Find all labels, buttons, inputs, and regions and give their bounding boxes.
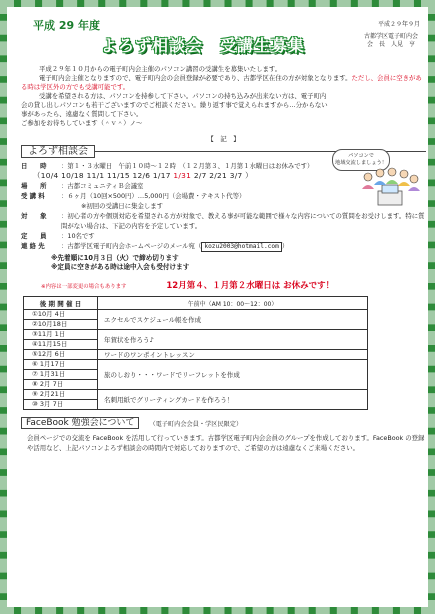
schedule-row: [24, 350, 368, 360]
dates-highlight: 1/31: [173, 171, 192, 180]
schedule-row: [24, 310, 368, 320]
target-value: ：初心者の方や個別対応を希望される方が対象で、教える事が可能な範囲で様々な内容についての質問をお受けします。特に質問がない場合は、下記の内容を予定しています。: [61, 212, 425, 230]
time-label: 日 時: [21, 162, 47, 170]
ki-label: 【 記 】: [207, 135, 240, 143]
capacity-value: ：10名です: [61, 232, 95, 240]
issue-date: 平成２９年９月: [377, 21, 420, 28]
schedule-date: ②10月18日: [24, 320, 98, 330]
organizer: [364, 33, 418, 49]
facebook-body: [21, 433, 426, 453]
mid-join-note: ※定員に空きがある時は途中入会も受付けます: [51, 263, 190, 271]
contact-email-link[interactable]: kozu2003@hotmail.com: [201, 242, 282, 252]
schedule-topic: 名刺用紙でグリーティングカードを作ろう！: [98, 390, 368, 410]
header-top: [21, 17, 426, 31]
info-row-capacity: [21, 231, 426, 241]
place-value: ：古都コミュニティＢ会議室: [61, 182, 144, 190]
contact-end: ）: [281, 242, 289, 250]
schedule-topic: エクセルでスケジュール帳を作成: [98, 310, 368, 330]
intro-paragraph-4: ご参加をお待ちしています（＾ｖ＾）ノ～: [21, 119, 143, 127]
target-label: 対 象: [21, 212, 47, 220]
time-value: ：第１・３水曜日 午前１０時～１２時 （１２月第３、１月第１水曜日はお休みです）: [61, 162, 314, 170]
intro-exception: ただし、会員に空きがある時は学区外の方でも受講可能です。: [21, 74, 422, 91]
people-illustration: [330, 149, 422, 207]
deadline-note: ※先着順に10月３日（火）で締め切ります: [51, 254, 179, 262]
contact-text: ：古都学区電子町内会ホームページのメール宛（: [61, 242, 202, 250]
main-title: よろず相談会 受講生募集: [101, 36, 306, 55]
dates-after: 2/7 2/21 3/7 ）: [191, 171, 253, 180]
main-title-row: [21, 33, 426, 55]
schedule-date: ④11月15日: [24, 340, 98, 350]
content-change-note: ※内容は一部変更の場合もあります: [41, 284, 127, 290]
info-row-target: [21, 211, 426, 231]
schedule-date: ⑦ 1月31日: [24, 370, 98, 380]
capacity-label: 定 員: [21, 232, 47, 240]
org-name: 古都学区電子町内会: [363, 33, 418, 40]
schedule-topic: 年賀状を作ろう♪: [98, 330, 368, 350]
fee-note: ※初回の受講日に集金します: [81, 202, 164, 210]
facebook-title: FaceBook 勉強会について: [21, 417, 139, 429]
intro-text: [21, 65, 426, 128]
year-title: 平成 29 年度: [33, 19, 100, 32]
dates-before: （10/4 10/18 11/1 11/15 12/6 1/17: [33, 171, 174, 180]
group-people-icon: [360, 167, 420, 207]
deadline-notes: [21, 254, 426, 272]
schedule-header-row: [24, 297, 368, 310]
holiday-warning: 12月第４、１月第２水曜日は お休みです！: [166, 281, 335, 291]
schedule-body: [24, 310, 368, 410]
schedule-date: ③11月 1日: [24, 330, 98, 340]
intro-paragraph-3: 受講を希望される方は、パソコンを持参して下さい。パソコンの持ち込みが出来ない方は、電子町内会の貸し出しパソコンも若干ございますのでご相談ください。繰り返す事で覚えられますから…分からない事があったら、遠慮なく質問して下さい。: [21, 92, 328, 118]
place-label: 場 所: [21, 182, 47, 190]
schedule-row: [24, 390, 368, 400]
contact-value: [61, 241, 426, 252]
bubble-line-1: パソコンで: [348, 153, 374, 159]
intro-paragraph-1: 平成２９年１０月からの電子町内会主催のパソコン講習の受講生を募集いたします。: [39, 65, 282, 73]
schedule-col-dates: 後 期 開 催 日: [24, 297, 98, 310]
schedule-topic: 旅のしおり・・・ワードでリーフレットを作成: [98, 360, 368, 390]
schedule-date: ⑩ 3月 7日: [24, 400, 98, 410]
info-row-contact: [21, 241, 426, 252]
flyer-content: [21, 17, 426, 453]
schedule-topic: ワードのワンポイントレッスン: [98, 350, 368, 360]
intro-eligibility: 電子町内会主催となりますので、電子町内会の会員登録が必要であり、古都学区在住の方が対象となります。: [39, 74, 352, 82]
schedule-date: ①10月 4日: [24, 310, 98, 320]
schedule-col-topic: 午前中（AM 10：00～12：00）: [98, 297, 368, 310]
schedule-table: [23, 296, 368, 410]
facebook-text: 会員ページでの交流を FaceBook を活用して行っていきます。古都学区電子町内会会員のグループを作成しております。FaceBook の登録や活用など、上記パソコンよろず相談会の時間内で対応しておりますので、ご希望の方は遠慮なくご来場ください。: [27, 434, 425, 452]
schedule-date: ⑤12月 6日: [24, 350, 98, 360]
schedule-date: ⑥ 1月17日: [24, 360, 98, 370]
intro-paragraph-2: [21, 74, 424, 92]
section-title-yorozu: よろず相談会: [21, 145, 95, 158]
schedule-date: ⑨ 2月21日: [24, 390, 98, 400]
schedule-row: [24, 330, 368, 340]
fee-label: 受 講 料: [21, 192, 45, 200]
schedule-row: [24, 360, 368, 370]
org-chair: 会 長 人見 亨: [366, 41, 415, 48]
fee-value: ：６ヶ月（10回×500円）…5,000円（会場費・テキスト代等）: [61, 192, 246, 200]
schedule-date: ⑧ 2月 7日: [24, 380, 98, 390]
facebook-subtitle: （電子町内会会員・学区民限定）: [149, 420, 243, 428]
contact-label: 連 絡 先: [21, 242, 45, 250]
facebook-header: [21, 417, 426, 429]
bubble-line-2: 地域交流しましょう！: [335, 160, 387, 166]
warning-row: [21, 279, 426, 291]
